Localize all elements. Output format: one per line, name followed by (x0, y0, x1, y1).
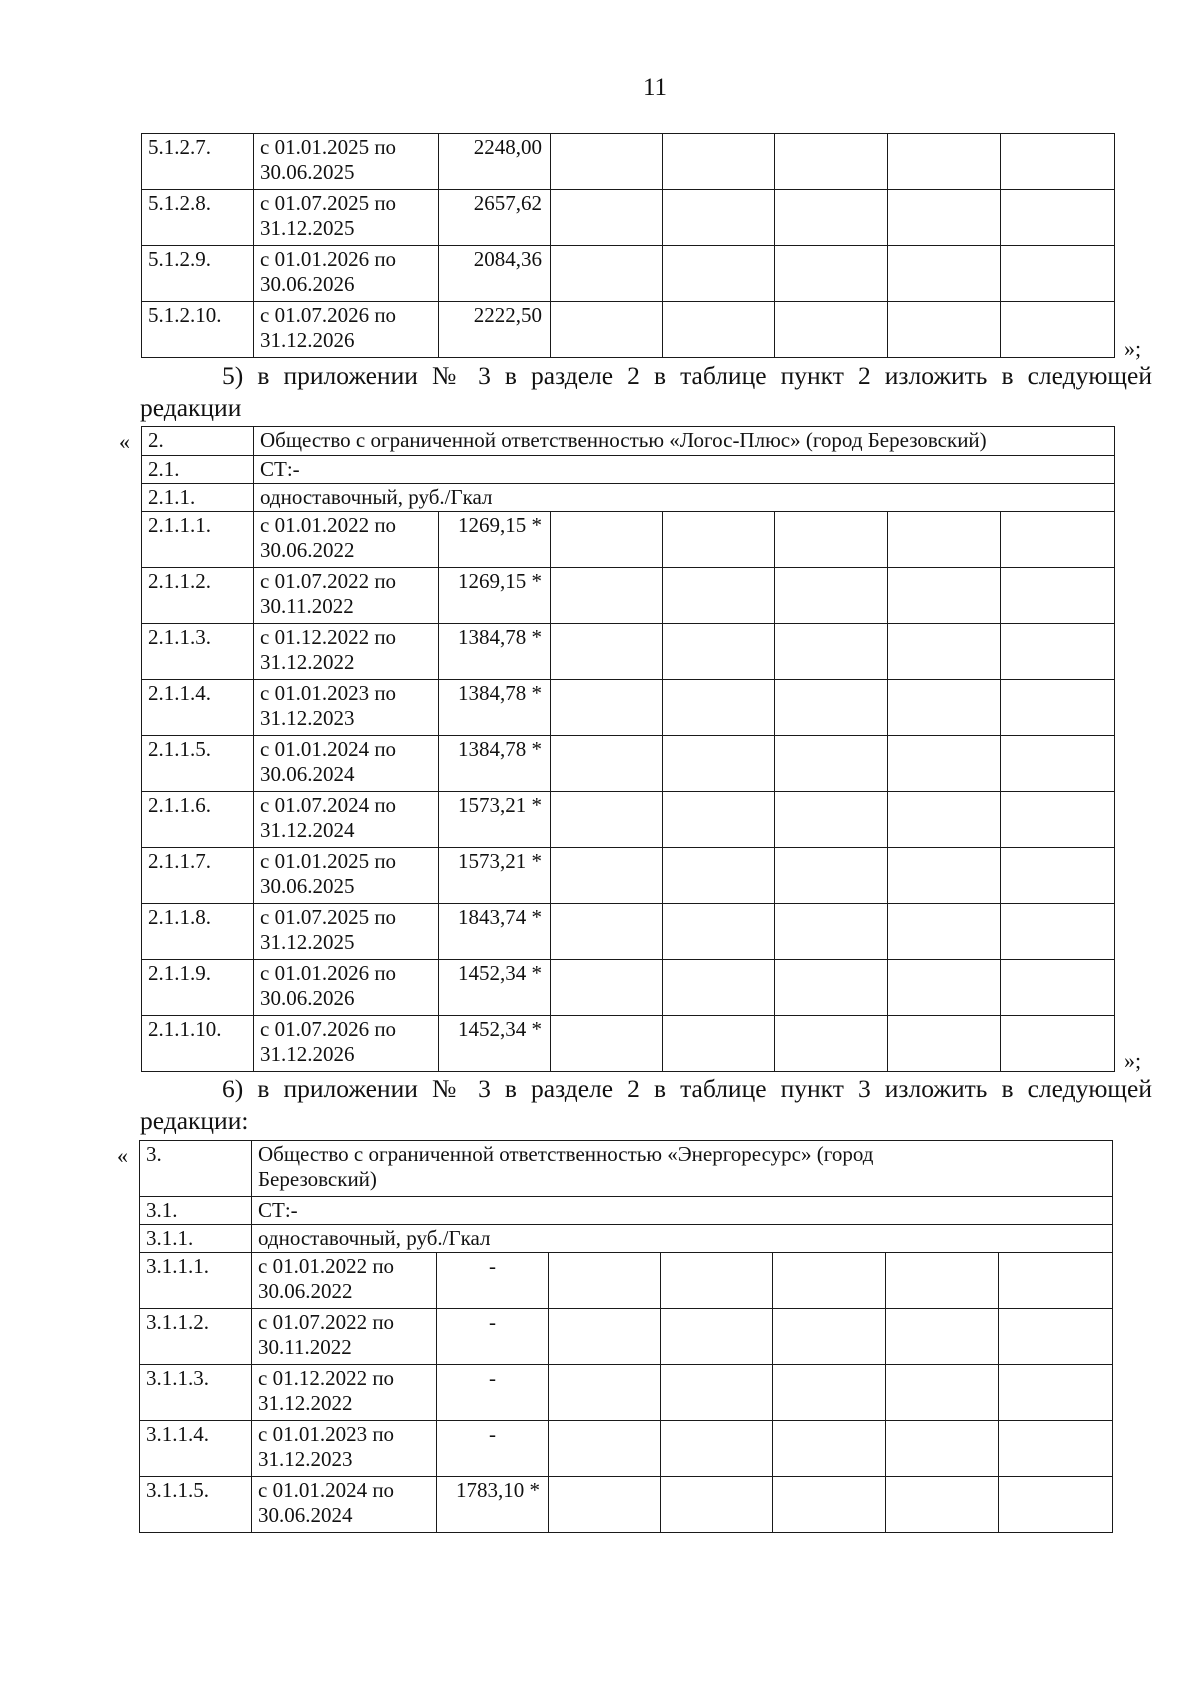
row-number: 2.1.1.8. (142, 904, 254, 960)
empty-cell (888, 190, 1001, 246)
tariff-table-continued (141, 133, 1115, 358)
table-row (142, 302, 1115, 358)
empty-cell (663, 512, 775, 568)
period-start: с 01.01.2026 по (260, 247, 397, 271)
empty-cell (888, 1016, 1001, 1072)
empty-cell (663, 568, 775, 624)
period-end: 30.06.2024 (260, 762, 355, 786)
empty-cell (888, 624, 1001, 680)
paragraph-5 (140, 360, 1152, 424)
row-number: 3.1.1.4. (140, 1421, 252, 1477)
empty-cell (999, 1477, 1113, 1533)
empty-cell (1001, 302, 1115, 358)
empty-cell (773, 1309, 886, 1365)
empty-cell (661, 1477, 773, 1533)
tariff-value: 2657,62 (439, 190, 551, 246)
empty-cell (1001, 512, 1115, 568)
row-number: 3.1.1.3. (140, 1365, 252, 1421)
subsection-number: 3.1. (140, 1197, 252, 1225)
empty-cell (663, 134, 775, 190)
period-end: 31.12.2026 (260, 328, 355, 352)
table-row (140, 1477, 1113, 1533)
table-subheader-row (142, 456, 1115, 484)
empty-cell (886, 1477, 999, 1533)
subsubsection-label: одноставочный, руб./Гкал (254, 484, 1115, 512)
row-number: 2.1.1.9. (142, 960, 254, 1016)
empty-cell (775, 302, 888, 358)
tariff-value: 2222,50 (439, 302, 551, 358)
period-cell (254, 624, 439, 680)
empty-cell (888, 736, 1001, 792)
empty-cell (663, 792, 775, 848)
empty-cell (1001, 190, 1115, 246)
table-row (142, 960, 1115, 1016)
table-subheader-row (140, 1197, 1113, 1225)
opening-quote-mark: « (119, 429, 130, 454)
empty-cell (661, 1309, 773, 1365)
subsection-label: СТ:- (254, 456, 1115, 484)
period-cell (252, 1421, 437, 1477)
page-number: 11 (642, 74, 668, 101)
empty-cell (886, 1365, 999, 1421)
period-cell (254, 848, 439, 904)
empty-cell (888, 568, 1001, 624)
section-number: 2. (142, 427, 254, 456)
table-row (142, 624, 1115, 680)
empty-cell (551, 848, 663, 904)
empty-cell (663, 736, 775, 792)
row-number: 2.1.1.2. (142, 568, 254, 624)
closing-quote-mark: »; (1124, 1048, 1142, 1073)
empty-cell (775, 960, 888, 1016)
row-number: 5.1.2.9. (142, 246, 254, 302)
empty-cell (551, 736, 663, 792)
empty-cell (999, 1253, 1113, 1309)
period-end: 30.06.2024 (258, 1503, 353, 1527)
empty-cell (999, 1309, 1113, 1365)
empty-cell (888, 792, 1001, 848)
paragraph-5-line-2: редакции (140, 393, 242, 422)
table-row (142, 512, 1115, 568)
table-header-row (142, 427, 1115, 456)
empty-cell (663, 302, 775, 358)
empty-cell (888, 960, 1001, 1016)
row-number: 3.1.1.2. (140, 1309, 252, 1365)
table-row (142, 904, 1115, 960)
empty-cell (888, 302, 1001, 358)
empty-cell (1001, 904, 1115, 960)
period-cell (254, 302, 439, 358)
empty-cell (1001, 960, 1115, 1016)
empty-cell (549, 1309, 661, 1365)
tariff-value: - (437, 1421, 549, 1477)
empty-cell (775, 792, 888, 848)
empty-cell (775, 680, 888, 736)
period-cell (254, 246, 439, 302)
period-end: 30.06.2026 (260, 986, 355, 1010)
period-cell (254, 736, 439, 792)
tariff-value: 1384,78 * (439, 680, 551, 736)
empty-cell (888, 246, 1001, 302)
empty-cell (663, 848, 775, 904)
period-end: 30.06.2025 (260, 874, 355, 898)
opening-quote-mark: « (117, 1143, 128, 1168)
empty-cell (663, 246, 775, 302)
period-start: с 01.01.2022 по (260, 513, 397, 537)
period-start: с 01.01.2022 по (258, 1254, 395, 1278)
period-cell (254, 680, 439, 736)
period-start: с 01.07.2022 по (258, 1310, 395, 1334)
period-cell (254, 904, 439, 960)
empty-cell (886, 1309, 999, 1365)
period-end: 31.12.2025 (260, 930, 355, 954)
tariff-value: 1452,34 * (439, 960, 551, 1016)
paragraph-5-line-1: 5) в приложении № 3 в разделе 2 в таблице пункт 2 изложить в следующей (222, 361, 1152, 390)
section-number: 3. (140, 1141, 252, 1197)
period-cell (252, 1253, 437, 1309)
period-start: с 01.01.2025 по (260, 849, 397, 873)
table-row (140, 1421, 1113, 1477)
tariff-value: - (437, 1309, 549, 1365)
table-row (142, 680, 1115, 736)
table-row (142, 792, 1115, 848)
empty-cell (551, 512, 663, 568)
empty-cell (661, 1253, 773, 1309)
period-cell (254, 512, 439, 568)
row-number: 2.1.1.3. (142, 624, 254, 680)
table-subsubheader-row (140, 1225, 1113, 1253)
table-row (142, 246, 1115, 302)
tariff-value: 2248,00 (439, 134, 551, 190)
tariff-value: 1452,34 * (439, 1016, 551, 1072)
empty-cell (775, 512, 888, 568)
table-row (140, 1309, 1113, 1365)
period-start: с 01.07.2026 по (260, 1017, 397, 1041)
empty-cell (1001, 792, 1115, 848)
subsection-label: СТ:- (252, 1197, 1113, 1225)
empty-cell (888, 680, 1001, 736)
period-end: 31.12.2022 (258, 1391, 353, 1415)
empty-cell (1001, 848, 1115, 904)
period-end: 30.06.2022 (258, 1279, 353, 1303)
tariff-value: 1573,21 * (439, 792, 551, 848)
row-number: 2.1.1.1. (142, 512, 254, 568)
empty-cell (663, 680, 775, 736)
table-subsubheader-row (142, 484, 1115, 512)
tariff-value: 1384,78 * (439, 736, 551, 792)
row-number: 2.1.1.5. (142, 736, 254, 792)
period-cell (254, 960, 439, 1016)
empty-cell (775, 134, 888, 190)
empty-cell (888, 134, 1001, 190)
empty-cell (999, 1421, 1113, 1477)
empty-cell (888, 848, 1001, 904)
tariff-value: 1384,78 * (439, 624, 551, 680)
row-number: 5.1.2.7. (142, 134, 254, 190)
period-cell (254, 792, 439, 848)
period-start: с 01.01.2024 по (258, 1478, 395, 1502)
period-start: с 01.01.2026 по (260, 961, 397, 985)
period-start: с 01.07.2026 по (260, 303, 397, 327)
period-end: 31.12.2026 (260, 1042, 355, 1066)
tariff-value: 2084,36 (439, 246, 551, 302)
period-end: 31.12.2023 (258, 1447, 353, 1471)
closing-quote-mark: »; (1124, 336, 1142, 361)
paragraph-6-line-1: 6) в приложении № 3 в разделе 2 в таблице пункт 3 изложить в следующей (222, 1074, 1152, 1103)
empty-cell (551, 792, 663, 848)
empty-cell (775, 904, 888, 960)
row-number: 5.1.2.8. (142, 190, 254, 246)
table-row (142, 1016, 1115, 1072)
empty-cell (549, 1253, 661, 1309)
row-number: 3.1.1.1. (140, 1253, 252, 1309)
paragraph-6 (140, 1073, 1152, 1137)
empty-cell (551, 302, 663, 358)
empty-cell (773, 1421, 886, 1477)
period-start: с 01.12.2022 по (258, 1366, 395, 1390)
period-end: 30.11.2022 (260, 594, 354, 618)
empty-cell (1001, 624, 1115, 680)
tariff-value: - (437, 1365, 549, 1421)
table-row (142, 134, 1115, 190)
period-cell (254, 1016, 439, 1072)
empty-cell (663, 904, 775, 960)
empty-cell (551, 624, 663, 680)
period-end: 30.06.2025 (260, 160, 355, 184)
row-number: 2.1.1.7. (142, 848, 254, 904)
subsubsection-label: одноставочный, руб./Гкал (252, 1225, 1113, 1253)
empty-cell (1001, 680, 1115, 736)
row-number: 5.1.2.10. (142, 302, 254, 358)
empty-cell (549, 1421, 661, 1477)
empty-cell (775, 1016, 888, 1072)
row-number: 2.1.1.10. (142, 1016, 254, 1072)
tariff-table-energoresurs (139, 1140, 1113, 1533)
empty-cell (888, 512, 1001, 568)
tariff-value: - (437, 1253, 549, 1309)
tariff-value: 1843,74 * (439, 904, 551, 960)
empty-cell (1001, 568, 1115, 624)
period-end: 30.11.2022 (258, 1335, 352, 1359)
empty-cell (1001, 736, 1115, 792)
period-start: с 01.12.2022 по (260, 625, 397, 649)
table-row (142, 736, 1115, 792)
empty-cell (773, 1365, 886, 1421)
empty-cell (549, 1365, 661, 1421)
empty-cell (663, 624, 775, 680)
paragraph-6-line-2: редакции: (140, 1106, 249, 1135)
table-row (142, 568, 1115, 624)
empty-cell (773, 1477, 886, 1533)
period-end: 31.12.2024 (260, 818, 355, 842)
empty-cell (775, 736, 888, 792)
period-start: с 01.01.2023 по (260, 681, 397, 705)
period-cell (254, 134, 439, 190)
period-start: с 01.01.2024 по (260, 737, 397, 761)
empty-cell (551, 134, 663, 190)
period-end: 31.12.2022 (260, 650, 355, 674)
tariff-value: 1269,15 * (439, 512, 551, 568)
empty-cell (551, 960, 663, 1016)
tariff-value: 1269,15 * (439, 568, 551, 624)
row-number: 2.1.1.6. (142, 792, 254, 848)
table-row (142, 848, 1115, 904)
empty-cell (551, 568, 663, 624)
empty-cell (773, 1253, 886, 1309)
subsection-number: 2.1. (142, 456, 254, 484)
subsubsection-number: 3.1.1. (140, 1225, 252, 1253)
empty-cell (551, 246, 663, 302)
row-number: 3.1.1.5. (140, 1477, 252, 1533)
empty-cell (551, 1016, 663, 1072)
tariff-value: 1573,21 * (439, 848, 551, 904)
period-start: с 01.07.2022 по (260, 569, 397, 593)
tariff-value: 1783,10 * (437, 1477, 549, 1533)
organization-name: Общество с ограниченной ответственностью «Энергоресурс» (город Березовский) (252, 1141, 1113, 1197)
organization-name: Общество с ограниченной ответственностью «Логос-Плюс» (город Березовский) (254, 427, 1115, 456)
empty-cell (1001, 1016, 1115, 1072)
empty-cell (549, 1477, 661, 1533)
empty-cell (1001, 246, 1115, 302)
empty-cell (775, 568, 888, 624)
period-start: с 01.01.2025 по (260, 135, 397, 159)
period-cell (252, 1477, 437, 1533)
empty-cell (661, 1421, 773, 1477)
period-cell (252, 1309, 437, 1365)
table-row (140, 1253, 1113, 1309)
period-start: с 01.01.2023 по (258, 1422, 395, 1446)
empty-cell (551, 190, 663, 246)
tariff-table-logos-plus (141, 426, 1115, 1072)
period-end: 31.12.2025 (260, 216, 355, 240)
empty-cell (888, 904, 1001, 960)
empty-cell (775, 190, 888, 246)
empty-cell (551, 904, 663, 960)
empty-cell (663, 960, 775, 1016)
period-cell (252, 1365, 437, 1421)
subsubsection-number: 2.1.1. (142, 484, 254, 512)
period-start: с 01.07.2025 по (260, 191, 397, 215)
empty-cell (775, 246, 888, 302)
empty-cell (775, 624, 888, 680)
table-header-row (140, 1141, 1113, 1197)
empty-cell (661, 1365, 773, 1421)
empty-cell (775, 848, 888, 904)
empty-cell (999, 1365, 1113, 1421)
table-row (142, 190, 1115, 246)
period-end: 30.06.2026 (260, 272, 355, 296)
table-row (140, 1365, 1113, 1421)
period-cell (254, 190, 439, 246)
period-end: 31.12.2023 (260, 706, 355, 730)
period-start: с 01.07.2025 по (260, 905, 397, 929)
empty-cell (886, 1253, 999, 1309)
period-cell (254, 568, 439, 624)
empty-cell (886, 1421, 999, 1477)
empty-cell (551, 680, 663, 736)
period-start: с 01.07.2024 по (260, 793, 397, 817)
empty-cell (663, 1016, 775, 1072)
empty-cell (1001, 134, 1115, 190)
period-end: 30.06.2022 (260, 538, 355, 562)
empty-cell (663, 190, 775, 246)
row-number: 2.1.1.4. (142, 680, 254, 736)
